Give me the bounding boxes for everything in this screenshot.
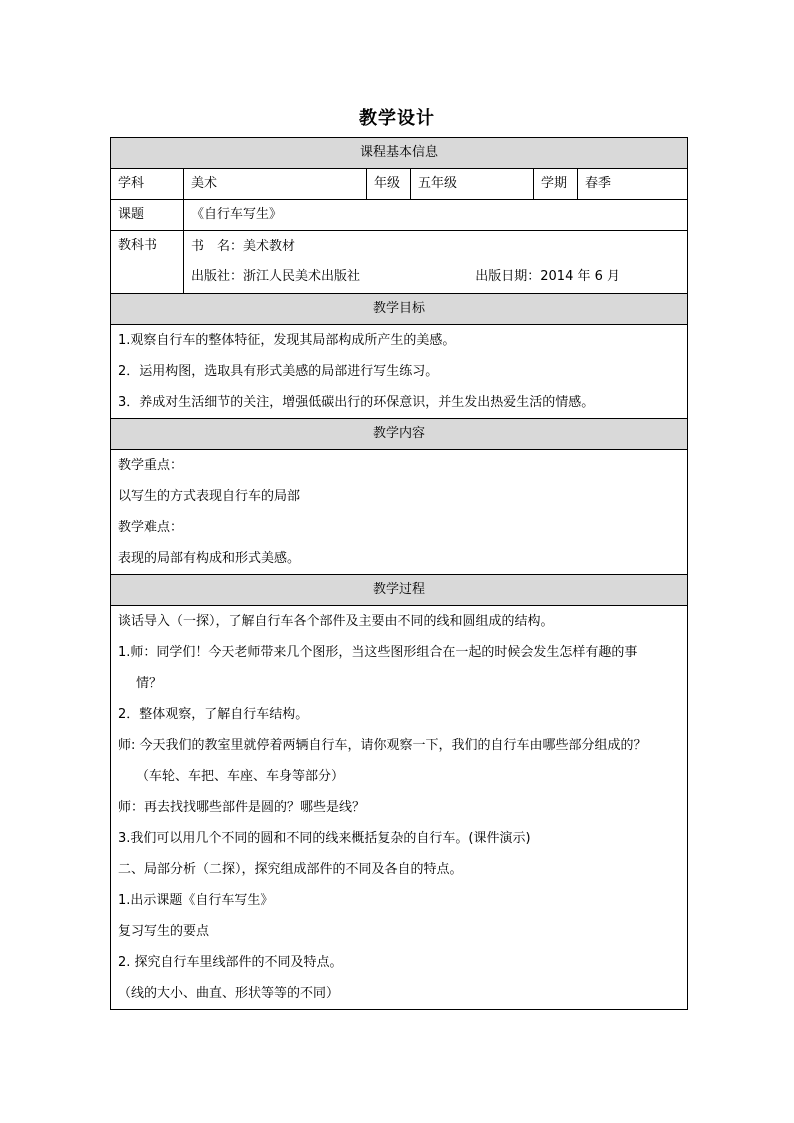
process-header: 教学过程: [111, 575, 688, 606]
topic-row: [111, 200, 688, 231]
content-header: 教学内容: [111, 419, 688, 450]
textbook-info: [184, 231, 688, 294]
objectives-row: [111, 325, 688, 419]
subject-label: 学科: [111, 169, 184, 200]
basic-info-header: 课程基本信息: [111, 138, 688, 169]
grade-value: 五年级: [411, 169, 534, 200]
content-header-row: [111, 419, 688, 450]
subject-value: 美术: [184, 169, 367, 200]
objective-item: 3．养成对生活细节的关注，增强低碳出行的环保意识，并生发出热爱生活的情感。: [118, 395, 595, 410]
process-line: 1.师：同学们！今天老师带来几个图形，当这些图形组合在一起的时候会发生怎样有趣的事: [118, 645, 638, 660]
key-point-text: 以写生的方式表现自行车的局部: [118, 489, 301, 504]
difficulty-label: 教学难点：: [118, 520, 184, 535]
process-line: 情？: [136, 676, 163, 691]
process-line: （线的大小、曲直、形状等等的不同）: [118, 986, 340, 1001]
basic-info-header-row: [111, 138, 688, 169]
process-line: 师: 今天我们的教室里就停着两辆自行车，请你观察一下，我们的自行车由哪些部分组成的？: [118, 738, 647, 753]
publisher: 出版社：浙江人民美术出版社: [191, 269, 361, 284]
objective-item: 2．运用构图，选取具有形式美感的局部进行写生练习。: [118, 364, 439, 379]
objective-item: 1.观察自行车的整体特征，发现其局部构成所产生的美感。: [118, 333, 456, 348]
textbook-label: 教科书: [111, 231, 184, 294]
book-name: 书 名：美术教材: [191, 239, 296, 254]
process-line: 师：再去找找哪些部件是圆的？哪些是线？: [118, 800, 366, 815]
subject-row: [111, 169, 688, 200]
textbook-row: [111, 231, 688, 294]
grade-label: 年级: [367, 169, 411, 200]
book-name-line: [191, 232, 680, 262]
lesson-plan-table: [110, 137, 688, 1010]
publish-date: 出版日期：2014 年 6 月: [475, 269, 621, 284]
key-point-label: 教学重点：: [118, 458, 184, 473]
process-line: 2. 探究自行车里线部件的不同及特点。: [118, 955, 343, 970]
process-line: 谈话导入（一探），了解自行车各个部件及主要由不同的线和圆组成的结构。: [118, 614, 554, 629]
objectives-header-row: [111, 294, 688, 325]
process-line: （车轮、车把、车座、车身等部分）: [136, 769, 345, 784]
term-value: 春季: [578, 169, 688, 200]
topic-label: 课题: [111, 200, 184, 231]
difficulty-text: 表现的局部有构成和形式美感。: [118, 551, 301, 566]
process-line: 二、局部分析（二探），探究组成部件的不同及各自的特点。: [118, 862, 463, 877]
page-title: 教学设计: [359, 108, 435, 129]
publisher-line: [191, 262, 680, 292]
process-line: 1.出示课题《自行车写生》: [118, 893, 274, 908]
term-label: 学期: [534, 169, 578, 200]
content-body: [111, 450, 688, 575]
topic-value: 《自行车写生》: [184, 200, 688, 231]
content-row: [111, 450, 688, 575]
objectives-header: 教学目标: [111, 294, 688, 325]
process-header-row: [111, 575, 688, 606]
process-line: 2．整体观察，了解自行车结构。: [118, 707, 309, 722]
objectives-body: [111, 325, 688, 419]
process-line: 3.我们可以用几个不同的圆和不同的线来概括复杂的自行车。(课件演示): [118, 831, 531, 846]
process-row: [111, 606, 688, 1010]
process-body: [111, 606, 688, 1010]
process-line: 复习写生的要点: [118, 924, 210, 939]
